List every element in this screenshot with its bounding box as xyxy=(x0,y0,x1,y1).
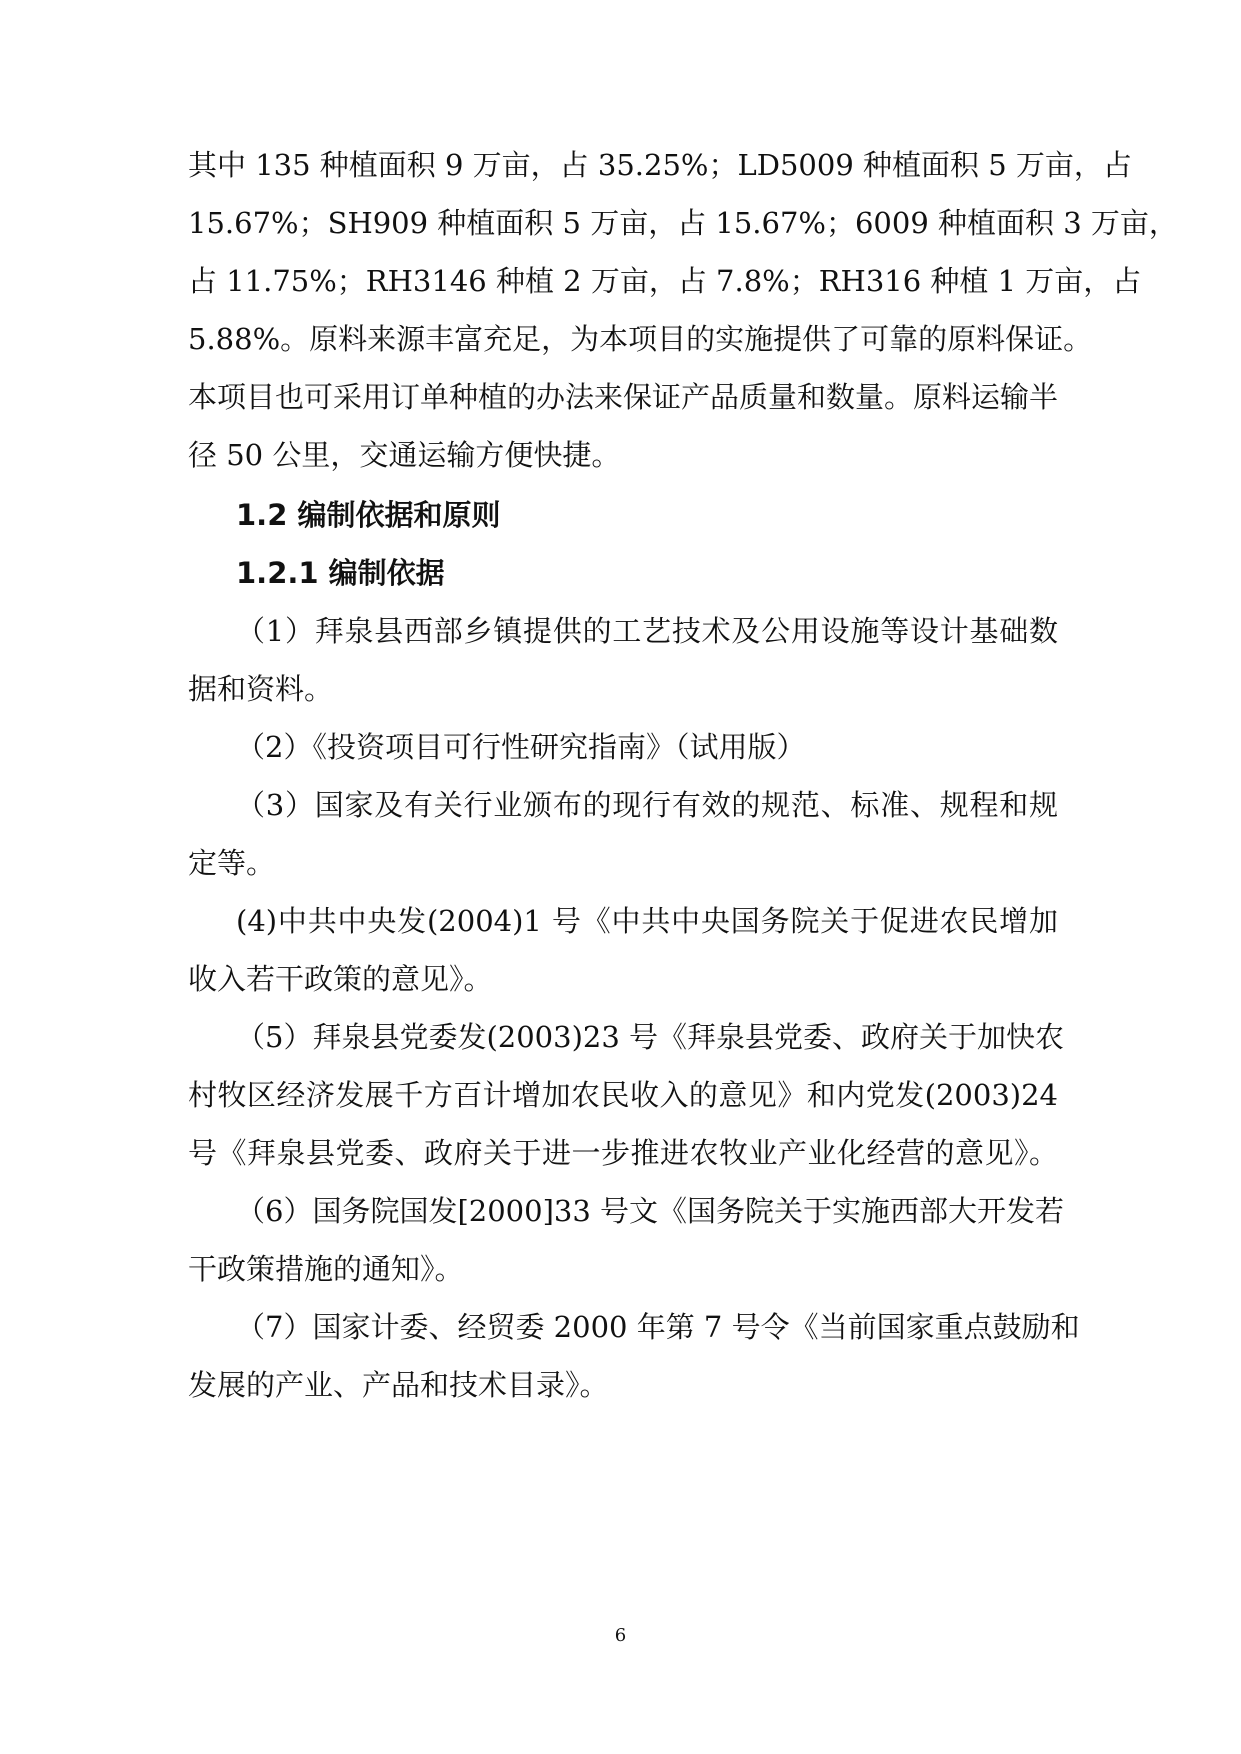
page-number: 6 xyxy=(614,1625,627,1646)
body-text-line: （5）拜泉县党委发(2003)23 号《拜泉县党委、政府关于加快农 xyxy=(236,1020,1065,1054)
body-text-line: 径 50 公里，交通运输方便快捷。 xyxy=(188,438,621,472)
body-text-line: （2）《投资项目可行性研究指南》（试用版） xyxy=(236,730,806,764)
body-text-line: 发展的产业、产品和技术目录》。 xyxy=(188,1368,609,1402)
body-text-line: 号《拜泉县党委、政府关于进一步推进农牧业产业化经营的意见》。 xyxy=(188,1136,1058,1170)
body-text-line: 本项目也可采用订单种植的办法来保证产品质量和数量。原料运输半 xyxy=(188,380,1059,414)
body-text-line: （3）国家及有关行业颁布的现行有效的规范、标准、规程和规 xyxy=(236,788,1058,822)
body-text-line: 15.67%；SH909 种植面积 5 万亩，占 15.67%；6009 种植面积 3 万亩， xyxy=(188,206,1178,240)
body-text-line: 据和资料。 xyxy=(188,672,334,706)
section-heading: 1.2 编制依据和原则 xyxy=(236,498,501,532)
body-text-line: 其中 135 种植面积 9 万亩，占 35.25%；LD5009 种植面积 5 万亩，占 xyxy=(188,148,1132,182)
section-heading: 1.2.1 编制依据 xyxy=(236,556,445,590)
body-text-line: 占 11.75%；RH3146 种植 2 万亩，占 7.8%；RH316 种植 1 万亩，占 xyxy=(188,264,1142,298)
body-text-line: 定等。 xyxy=(188,846,276,880)
body-text-line: (4)中共中央发(2004)1 号《中共中央国务院关于促进农民增加 xyxy=(236,904,1058,938)
body-text-line: （7）国家计委、经贸委 2000 年第 7 号令《当前国家重点鼓励和 xyxy=(236,1310,1080,1344)
body-text-line: 村牧区经济发展千方百计增加农民收入的意见》和内党发(2003)24 xyxy=(188,1078,1058,1112)
body-text-line: （6）国务院国发[2000]33 号文《国务院关于实施西部大开发若 xyxy=(236,1194,1065,1228)
body-text-line: 收入若干政策的意见》。 xyxy=(188,962,493,996)
body-text-line: 5.88%。原料来源丰富充足，为本项目的实施提供了可靠的原料保证。 xyxy=(188,322,1093,356)
body-text-line: （1）拜泉县西部乡镇提供的工艺技术及公用设施等设计基础数 xyxy=(236,614,1058,648)
body-text-line: 干政策措施的通知》。 xyxy=(188,1252,464,1286)
